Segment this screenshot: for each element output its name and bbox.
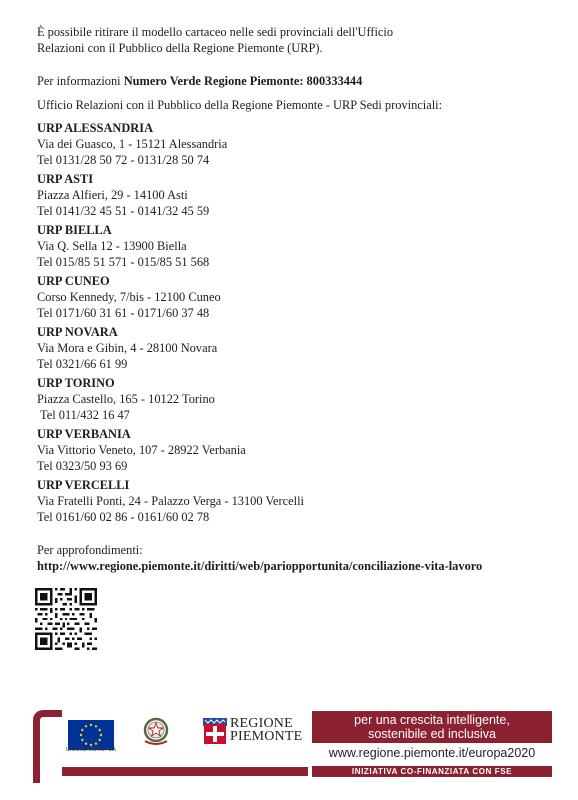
footer-bottom-bar xyxy=(62,767,308,776)
office-phone: Tel 0171/60 31 61 - 0171/60 37 48 xyxy=(37,306,210,320)
intro-line-2: Relazioni con il Pubblico della Regione Piemonte (URP). xyxy=(37,40,323,55)
office-name: URP ASTI xyxy=(37,172,94,186)
italian-republic-emblem-icon xyxy=(141,713,171,749)
office-phone: Tel 015/85 51 571 - 015/85 51 568 xyxy=(37,255,210,269)
office-address: Via Mora e Gibin, 4 - 28100 Novara xyxy=(37,341,218,355)
footer-frame xyxy=(33,710,62,783)
qr-code xyxy=(35,588,97,650)
regione-piemonte-wordmark xyxy=(230,717,302,743)
slogan-line-1: per una crescita intelligente, xyxy=(354,713,510,727)
office-address: Via Q. Sella 12 - 13900 Biella xyxy=(37,239,187,253)
office-novara xyxy=(37,324,304,375)
office-address: Via dei Guasco, 1 - 15121 Alessandria xyxy=(37,137,228,151)
office-phone: Tel 0141/32 45 51 - 0141/32 45 59 xyxy=(37,204,210,218)
office-phone: Tel 0161/60 02 86 - 0161/60 02 78 xyxy=(37,510,210,524)
office-phone: Tel 0131/28 50 72 - 0131/28 50 74 xyxy=(37,153,210,167)
office-phone: Tel 0321/66 61 99 xyxy=(37,357,128,371)
toll-free-number: Numero Verde Regione Piemonte: 800333444 xyxy=(123,74,363,88)
region-line-1: REGIONE xyxy=(230,716,293,731)
office-address: Via Fratelli Ponti, 24 - Palazzo Verga - 13100 Vercelli xyxy=(37,494,304,508)
slogan-line-2: sostenibile ed inclusiva xyxy=(368,726,496,741)
office-name: URP BIELLA xyxy=(37,223,112,237)
office-asti xyxy=(37,171,304,222)
europa2020-website[interactable]: www.regione.piemonte.it/europa2020 xyxy=(328,746,536,760)
office-address: Via Vittorio Veneto, 107 - 28922 Verbania xyxy=(37,443,246,457)
office-name: URP NOVARA xyxy=(37,325,118,339)
office-phone: Tel 0323/50 93 69 xyxy=(37,459,128,473)
slogan-banner xyxy=(312,711,552,743)
eu-label: UNIONE EUROPEA xyxy=(66,747,116,753)
more-info-label: Per approfondimenti: xyxy=(37,543,143,557)
urp-intro: Ufficio Relazioni con il Pubblico della Regione Piemonte - URP Sedi provinciali: xyxy=(37,98,443,112)
office-name: URP ALESSANDRIA xyxy=(37,121,154,135)
office-vercelli xyxy=(37,477,304,528)
office-list xyxy=(37,120,304,528)
office-biella xyxy=(37,222,304,273)
info-line xyxy=(37,74,362,90)
info-prefix: Per informazioni xyxy=(37,74,124,88)
office-name: URP CUNEO xyxy=(37,274,110,288)
office-address: Piazza Alfieri, 29 - 14100 Asti xyxy=(37,188,188,202)
office-verbania xyxy=(37,426,304,477)
regione-piemonte-logo-icon xyxy=(203,718,227,744)
office-address: Piazza Castello, 165 - 10122 Torino xyxy=(37,392,215,406)
cofinanced-banner: INIZIATIVA CO-FINANZIATA CON FSE xyxy=(312,766,552,777)
office-address: Corso Kennedy, 7/bis - 12100 Cuneo xyxy=(37,290,221,304)
more-info-link[interactable]: http://www.regione.piemonte.it/diritti/web/pariopportunita/conciliazione-vita-lavoro xyxy=(37,559,483,573)
region-line-2: PIEMONTE xyxy=(230,729,303,744)
office-torino xyxy=(37,375,304,426)
intro-line-1: È possibile ritirare il modello cartaceo nelle sedi provinciali dell'Ufficio xyxy=(37,25,394,39)
office-cuneo xyxy=(37,273,304,324)
office-name: URP VERBANIA xyxy=(37,427,131,441)
office-phone: Tel 011/432 16 47 xyxy=(40,408,130,422)
intro-paragraph xyxy=(37,25,393,56)
office-name: URP VERCELLI xyxy=(37,478,130,492)
office-name: URP TORINO xyxy=(37,376,115,390)
office-alessandria xyxy=(37,120,304,171)
